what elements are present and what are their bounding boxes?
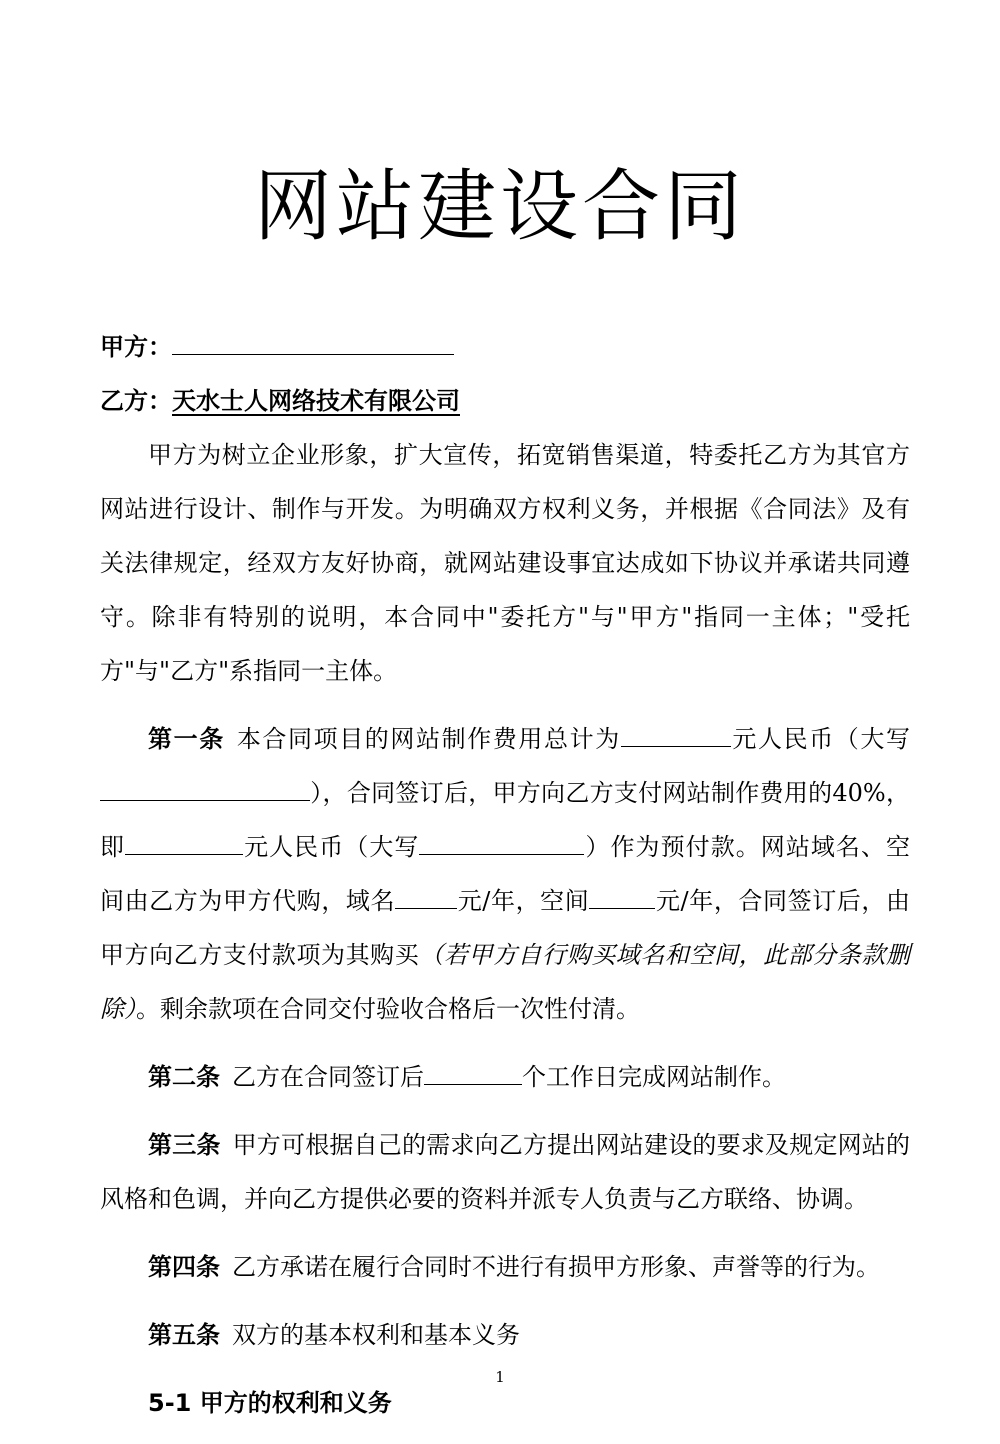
domain-fee-blank[interactable]: [395, 883, 457, 909]
article-4: [100, 1240, 910, 1294]
total-fee-capital-blank[interactable]: [100, 775, 310, 801]
article-1-italic-note: （若甲方自行购买域名和空间，此部分条款删除）: [100, 941, 910, 1023]
space-fee-blank[interactable]: [589, 883, 655, 909]
article-1-text: 。剩余款项在合同交付验收合格后一次性付清。: [136, 995, 640, 1023]
article-5-text: 双方的基本权利和基本义务: [232, 1321, 520, 1349]
section-5-1-heading: 5-1 甲方的权利和义务: [148, 1389, 392, 1417]
party-a-blank[interactable]: [172, 329, 454, 355]
prepay-blank[interactable]: [125, 829, 243, 855]
article-3-label: 第三条: [148, 1131, 221, 1159]
party-b-label: 乙方：: [100, 387, 172, 415]
article-1-text: 本合同项目的网站制作费用总计为: [236, 725, 621, 753]
contract-body: [100, 320, 910, 1444]
article-1-text: ），合同签订后，甲方向乙方支付网站制作费用的40%，即: [100, 779, 910, 861]
prepay-capital-blank[interactable]: [419, 829, 584, 855]
article-5: [100, 1308, 910, 1362]
article-2-text: 个工作日完成网站制作。: [522, 1063, 786, 1091]
article-2: [100, 1050, 910, 1104]
article-1-text: ）作为预付款。网站域名、空间由乙方为甲方代购，域名: [100, 833, 911, 915]
article-3-text: 甲方可根据自己的需求向乙方提出网站建设的要求及规定网站的风格和色调，并向乙方提供必要的资料并派专人负责与乙方联络、协调。: [100, 1131, 911, 1213]
document-title: 网站建设合同: [253, 162, 746, 252]
article-1-text: 元人民币（大写: [730, 725, 911, 753]
article-3: [100, 1118, 910, 1226]
article-1-label: 第一条: [148, 725, 225, 753]
article-5-label: 第五条: [148, 1321, 220, 1349]
article-1-text: 元人民币（大写: [243, 833, 420, 861]
article-4-text: 乙方承诺在履行合同时不进行有损甲方形象、声誉等的行为。: [232, 1253, 880, 1281]
article-1-text: 元/年，合同签订后，由甲方向乙方支付款项为其购买: [100, 887, 910, 969]
workdays-blank[interactable]: [424, 1059, 522, 1085]
preamble-paragraph: 甲方为树立企业形象，扩大宣传，拓宽销售渠道，特委托乙方为其官方网站进行设计、制作与开发。为明确双方权利义务，并根据《合同法》及有关法律规定，经双方友好协商，就网站建设事宜达成如下协议并承诺共同遵守。除非有特别的说明，本合同中"委托方"与"甲方"指同一主体；"受托方"与"乙方"系指同一主体。: [100, 441, 910, 685]
party-b-name: 天水士人网络技术有限公司: [172, 387, 460, 415]
page-number: 1: [495, 1368, 505, 1386]
party-a-line: [100, 320, 910, 374]
party-a-label: 甲方：: [100, 333, 172, 361]
party-b-line: [100, 374, 910, 428]
article-2-text: 乙方在合同签订后: [232, 1063, 424, 1091]
article-1: [100, 712, 910, 1036]
total-fee-blank[interactable]: [621, 721, 731, 747]
article-4-label: 第四条: [148, 1253, 220, 1281]
article-2-label: 第二条: [148, 1063, 220, 1091]
article-1-text: 元/年，空间: [457, 887, 590, 915]
